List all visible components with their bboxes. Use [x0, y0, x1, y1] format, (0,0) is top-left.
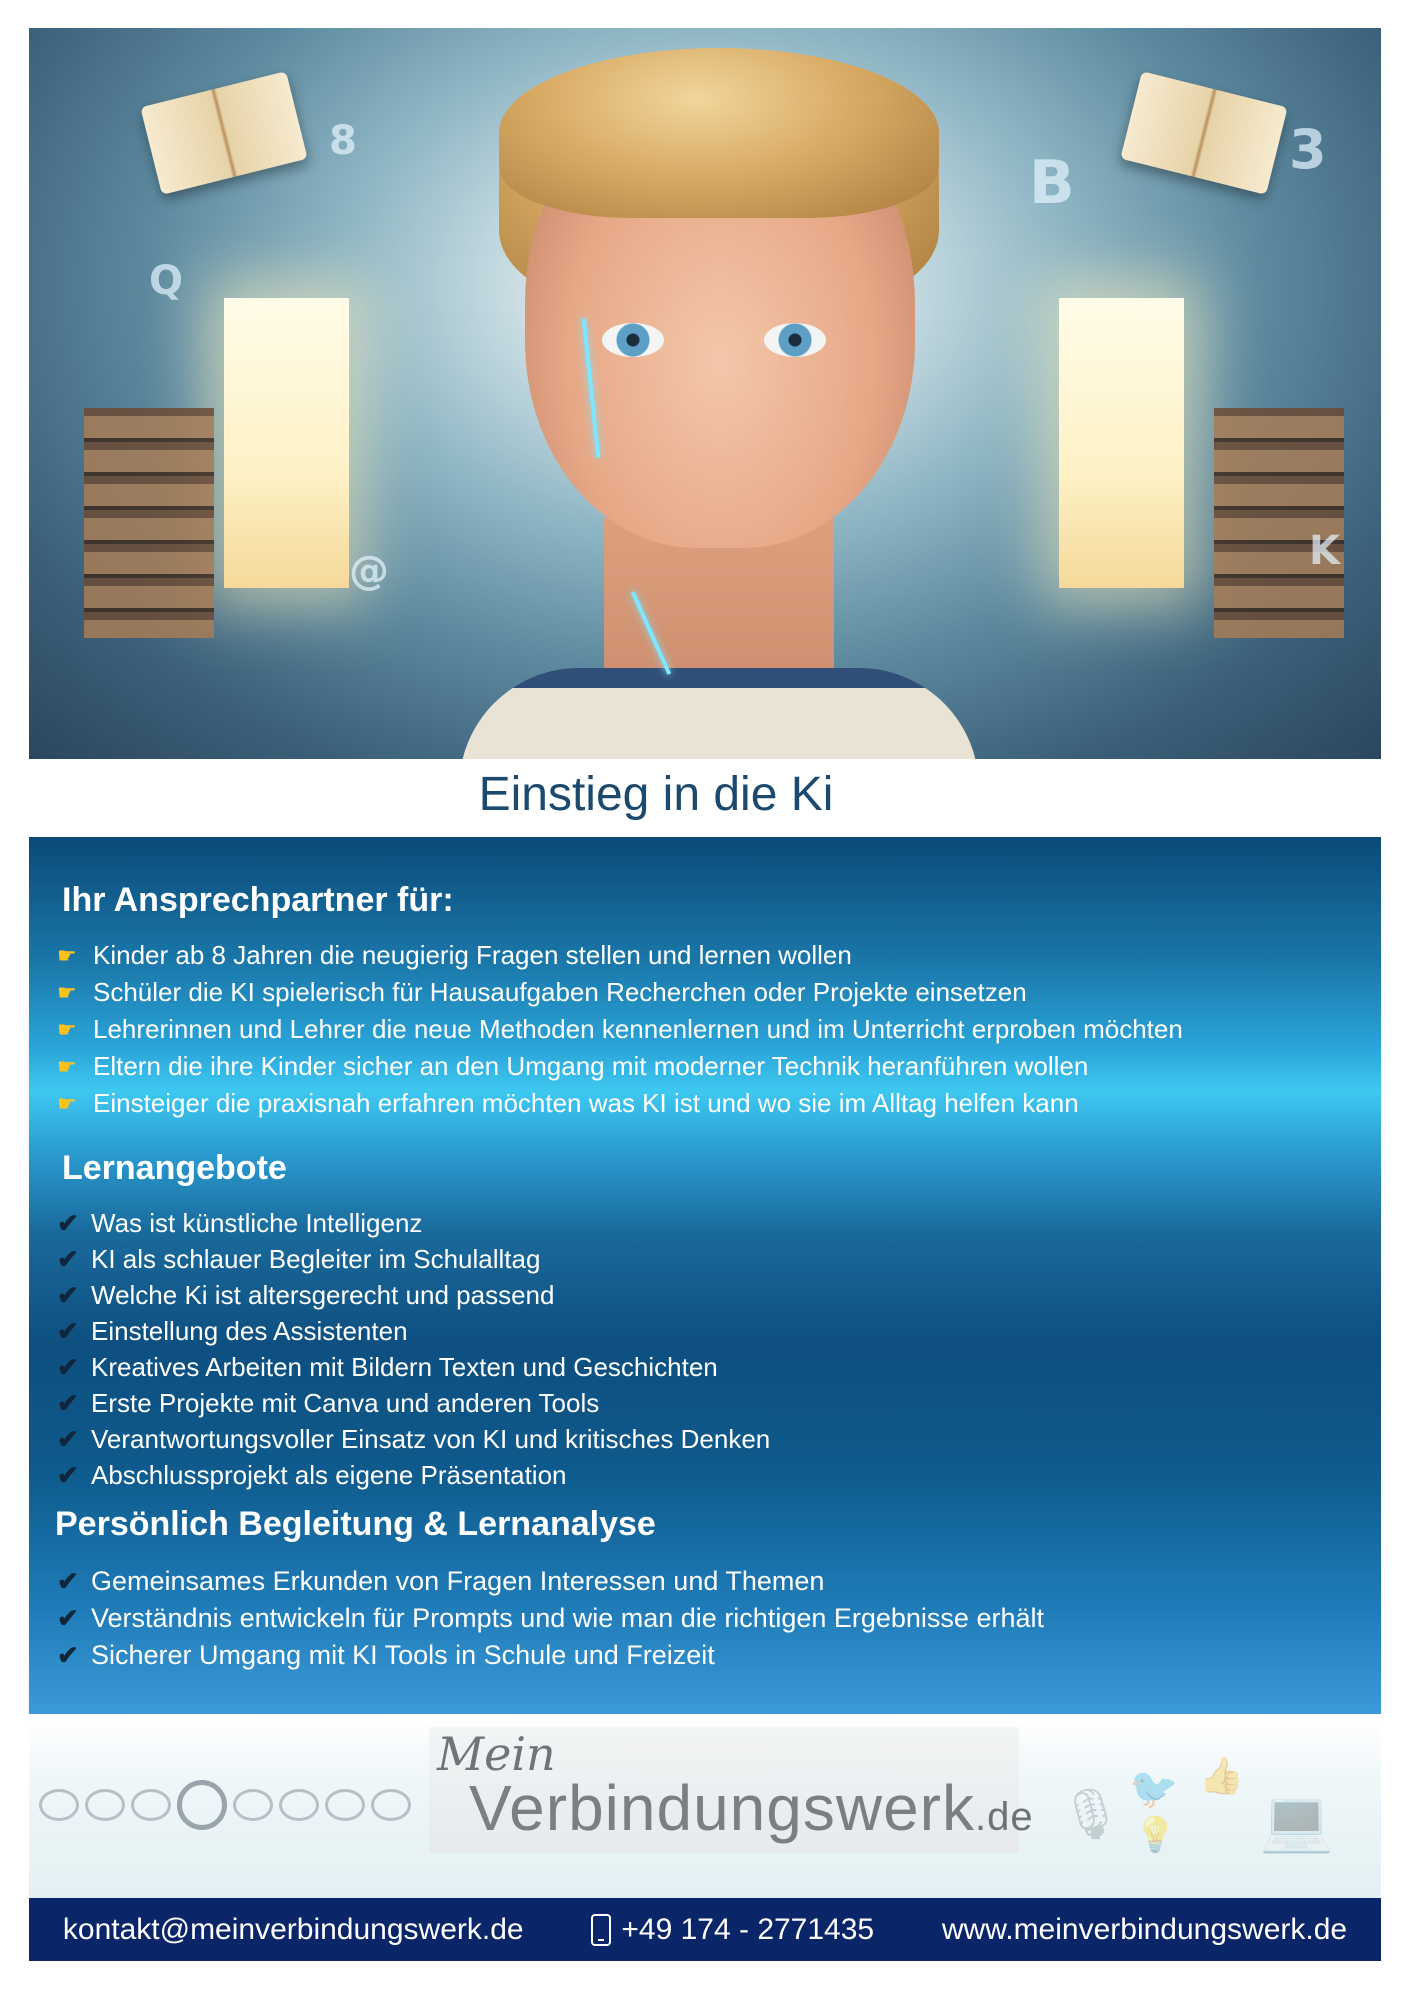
brand-name: Verbindungswerk — [469, 1772, 975, 1844]
check-mark-icon: ✔ — [57, 1243, 79, 1274]
contact-footer — [29, 1898, 1381, 1961]
floating-glyph-decoration: @ — [349, 548, 389, 594]
check-mark-icon: ✔ — [57, 1351, 79, 1382]
offer-item-label: Welche Ki ist altersgerecht und passend — [91, 1279, 555, 1310]
lightbulb-icon: 💡 — [1134, 1815, 1177, 1855]
floating-glyph-decoration: 8 — [329, 118, 357, 164]
pointing-hand-icon: ☛ — [57, 1016, 77, 1042]
website-link[interactable]: www.meinverbindungswerk.de — [941, 1912, 1348, 1946]
magnifier-icon — [177, 1780, 227, 1830]
check-mark-icon: ✔ — [57, 1423, 79, 1454]
coaching-item — [57, 1563, 1044, 1600]
child-shirt-illustration — [459, 668, 979, 759]
partner-logos-strip — [39, 1775, 449, 1835]
brand-logo — [429, 1727, 1034, 1853]
audience-item — [57, 974, 1183, 1011]
email-link[interactable]: kontakt@meinverbindungswerk.de — [62, 1912, 524, 1946]
audience-item — [57, 1011, 1183, 1048]
pointing-hand-icon: ☛ — [57, 979, 77, 1005]
audience-item-label: Schüler die KI spielerisch für Hausaufgaben Recherchen oder Projekte einsetzen — [93, 977, 1027, 1007]
coaching-item-label: Sicherer Umgang mit KI Tools in Schule und Freizeit — [91, 1640, 715, 1670]
check-mark-icon: ✔ — [57, 1387, 79, 1418]
check-mark-icon: ✔ — [57, 1315, 79, 1346]
car-brand-logo-icon — [279, 1789, 319, 1821]
phone-icon — [591, 1914, 611, 1946]
logo-banner — [29, 1715, 1381, 1898]
audience-item-label: Kinder ab 8 Jahren die neugierig Fragen stellen und lernen wollen — [93, 940, 852, 970]
audience-item-label: Einsteiger die praxisnah erfahren möchten was KI ist und wo sie im Alltag helfen kann — [93, 1088, 1079, 1118]
audience-item — [57, 1085, 1183, 1122]
offer-item-label: Kreatives Arbeiten mit Bildern Texten und Geschichten — [91, 1351, 718, 1382]
offer-item — [57, 1241, 770, 1277]
brand-tld: .de — [974, 1795, 1034, 1839]
car-brand-logo-icon — [325, 1789, 365, 1821]
child-fringe-illustration — [499, 48, 939, 218]
check-mark-icon: ✔ — [57, 1603, 79, 1633]
car-brand-logo-icon — [39, 1789, 79, 1821]
offer-item — [57, 1277, 770, 1313]
floating-glyph-decoration: 3 — [1289, 118, 1327, 181]
audience-item — [57, 937, 1183, 974]
door-right-illustration — [1059, 298, 1184, 588]
car-brand-logo-icon — [85, 1789, 125, 1821]
offer-item — [57, 1421, 770, 1457]
check-mark-icon: ✔ — [57, 1459, 79, 1490]
pointing-hand-icon: ☛ — [57, 1053, 77, 1079]
offer-item — [57, 1313, 770, 1349]
offer-item — [57, 1205, 770, 1241]
media-icons-strip — [1039, 1745, 1369, 1865]
bird-icon: 🐦 — [1129, 1766, 1179, 1812]
audience-item — [57, 1048, 1183, 1085]
bookshelf-right-illustration — [1214, 408, 1344, 638]
brand-script: Mein — [437, 1727, 556, 1781]
car-brand-logo-icon — [131, 1789, 171, 1821]
offer-item-label: Erste Projekte mit Canva und anderen Tools — [91, 1387, 600, 1418]
audience-item-label: Eltern die ihre Kinder sicher an den Umgang mit moderner Technik heranführen wollen — [93, 1051, 1089, 1081]
offer-item-label: Einstellung des Assistenten — [91, 1315, 408, 1346]
floating-glyph-decoration: Q — [149, 258, 184, 304]
coaching-list — [57, 1563, 1044, 1674]
offer-item-label: Verantwortungsvoller Einsatz von KI und kritisches Denken — [91, 1423, 771, 1454]
coaching-item-label: Verständnis entwickeln für Prompts und wie man die richtigen Ergebnisse erhält — [91, 1603, 1044, 1633]
door-left-illustration — [224, 298, 349, 588]
child-eye-right — [764, 323, 826, 357]
offer-item-label: Abschlussprojekt als eigene Präsentation — [91, 1459, 567, 1490]
coaching-item — [57, 1600, 1044, 1637]
info-panel — [29, 837, 1381, 1714]
check-mark-icon: ✔ — [57, 1279, 79, 1310]
offer-item — [57, 1349, 770, 1385]
pointing-hand-icon: ☛ — [57, 942, 77, 968]
phone-number: +49 174 - 2771435 — [621, 1912, 875, 1946]
audience-list — [57, 937, 1183, 1122]
audience-heading: Ihr Ansprechpartner für: — [62, 881, 454, 919]
phone-contact[interactable] — [591, 1913, 874, 1947]
thumbs-up-icon: 👍 — [1199, 1756, 1244, 1797]
check-mark-icon: ✔ — [57, 1566, 79, 1596]
open-book-right-illustration — [1120, 71, 1287, 195]
offer-item — [57, 1385, 770, 1421]
floating-glyph-decoration: B — [1029, 148, 1075, 218]
coaching-heading: Persönlich Begleitung & Lernanalyse — [55, 1505, 656, 1543]
car-brand-logo-icon — [371, 1789, 411, 1821]
page-title: Einstieg in die Ki — [478, 768, 834, 821]
laptop-icon: 💻 — [1259, 1786, 1334, 1856]
hero-image — [29, 28, 1381, 759]
check-mark-icon: ✔ — [57, 1207, 79, 1238]
offers-list — [57, 1205, 770, 1493]
audience-item-label: Lehrerinnen und Lehrer die neue Methoden kennenlernen und im Unterricht erproben möchten — [93, 1014, 1183, 1044]
car-brand-logo-icon — [233, 1789, 273, 1821]
coaching-item-label: Gemeinsames Erkunden von Fragen Interessen und Themen — [91, 1566, 825, 1596]
offer-item — [57, 1457, 770, 1493]
offer-item-label: Was ist künstliche Intelligenz — [91, 1207, 423, 1238]
pointing-hand-icon: ☛ — [57, 1090, 77, 1116]
floating-glyph-decoration: K — [1309, 528, 1340, 574]
bookshelf-left-illustration — [84, 408, 214, 638]
microphone-icon: 🎙 — [1059, 1785, 1123, 1843]
coaching-item — [57, 1637, 1044, 1674]
child-eye-left — [602, 323, 664, 357]
open-book-left-illustration — [140, 71, 307, 195]
check-mark-icon: ✔ — [57, 1640, 79, 1670]
offers-heading: Lernangebote — [62, 1149, 287, 1187]
brand-wordmark — [469, 1771, 1034, 1845]
offer-item-label: KI als schlauer Begleiter im Schulalltag — [91, 1243, 541, 1274]
